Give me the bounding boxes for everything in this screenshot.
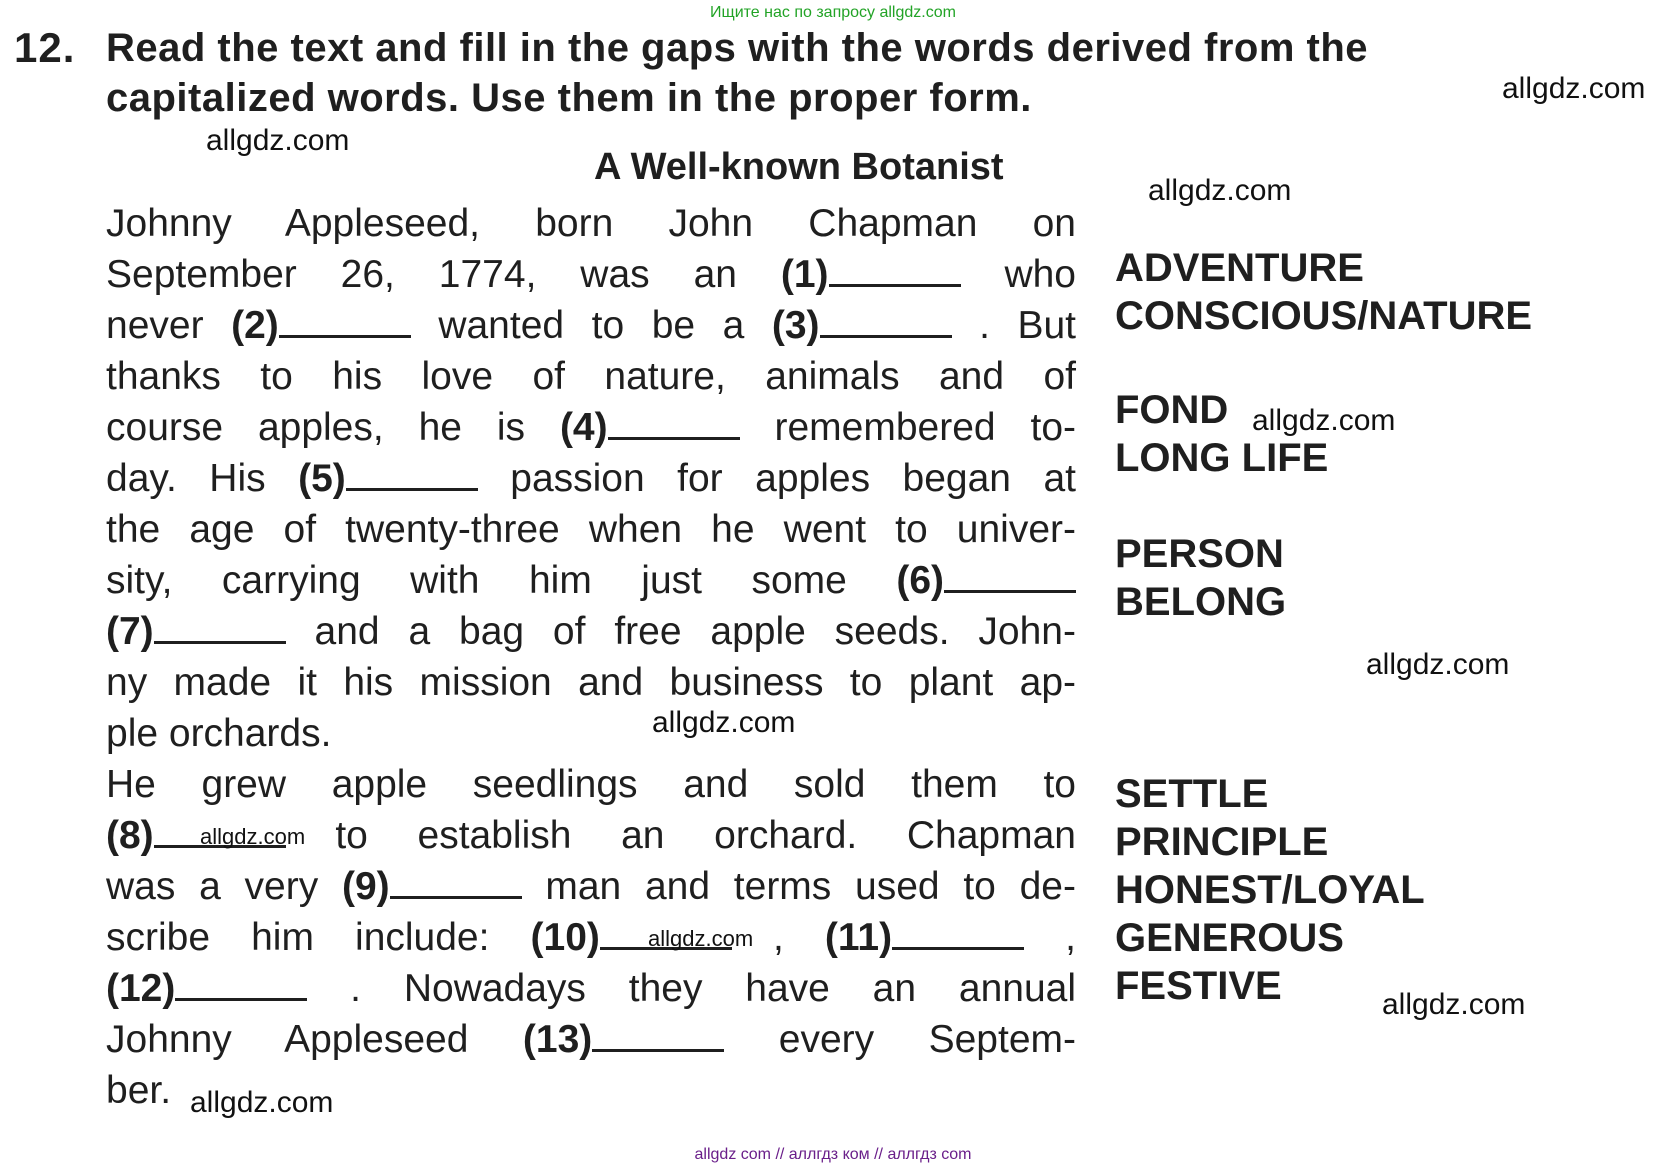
keyword-settle: SETTLE <box>1115 772 1269 816</box>
keyword-person: PERSON <box>1115 532 1284 576</box>
story-line <box>106 404 1076 452</box>
keyword-festive: FESTIVE <box>1115 964 1282 1008</box>
story-text-segment: to establish an orchard. Chapman <box>285 814 1076 857</box>
keyword-honest-loyal: HONEST/LOYAL <box>1115 868 1425 912</box>
keyword-adventure: ADVENTURE <box>1115 246 1364 290</box>
story-text-segment: day. His <box>106 457 299 500</box>
story-line <box>106 710 1076 758</box>
story-text-segment: thanks to his love of nature, animals and of <box>106 355 1076 398</box>
story-text-segment: ber. <box>106 1069 172 1112</box>
story-text-segment: and a bag of free apple seeds. John- <box>285 610 1076 653</box>
instruction-line-1: Read the text and fill in the gaps with the words derived from the <box>106 26 1369 70</box>
watermark: allgdz.com <box>206 124 350 157</box>
watermark: allgdz.com <box>1382 988 1526 1021</box>
gap-number: (5) <box>298 457 346 500</box>
story-text-segment: was a very <box>106 865 342 908</box>
story-text-segment: He grew apple seedlings and sold them to <box>106 763 1076 806</box>
story-text-segment: passion for apples began at <box>477 457 1076 500</box>
keyword-conscious-nature: CONSCIOUS/NATURE <box>1115 294 1533 338</box>
keyword-fond: FOND <box>1115 388 1229 432</box>
story-line <box>106 914 1076 962</box>
story-text-segment: wanted to be a <box>410 304 772 347</box>
story-text-segment: scribe him include: <box>106 916 531 959</box>
gap-number: (1) <box>780 253 829 296</box>
story-text-segment: Johnny Appleseed, born John Chapman on <box>106 202 1076 245</box>
keyword-belong: BELONG <box>1115 580 1287 624</box>
story-title: A Well-known Botanist <box>594 146 1004 188</box>
keyword-principle: PRINCIPLE <box>1115 820 1329 864</box>
story-text-segment: . But <box>951 304 1076 347</box>
story-line <box>106 455 1076 503</box>
story-text-segment: Johnny Appleseed <box>106 1018 523 1061</box>
top-banner: Ищите нас по запросу allgdz.com <box>710 4 956 21</box>
story-text-segment: remembered to- <box>739 406 1076 449</box>
story-line <box>106 506 1076 554</box>
gap-blank[interactable] <box>279 305 411 338</box>
gap-blank[interactable] <box>820 305 952 338</box>
watermark: allgdz.com <box>1252 404 1396 437</box>
story-line <box>106 863 1076 911</box>
gap-blank[interactable] <box>592 1019 724 1052</box>
gap-number: (3) <box>771 304 820 347</box>
story-text-segment: man and terms used to de- <box>521 865 1076 908</box>
story-line <box>106 608 1076 656</box>
gap-blank[interactable] <box>944 560 1076 593</box>
story-text-segment: , <box>1024 916 1077 959</box>
watermark: allgdz.com <box>648 926 754 951</box>
gap-number: (8) <box>106 814 154 857</box>
watermark: allgdz.com <box>1366 648 1510 681</box>
story-text-segment: sity, carrying with him just some <box>106 559 897 602</box>
watermark: allgdz.com <box>200 824 306 849</box>
gap-blank[interactable] <box>390 866 522 899</box>
story-line <box>106 353 1076 401</box>
keyword-long-life: LONG LIFE <box>1115 436 1329 480</box>
story-text-segment: never <box>106 304 232 347</box>
story-line <box>106 200 1076 248</box>
gap-number: (12) <box>106 967 176 1010</box>
gap-blank[interactable] <box>154 611 286 644</box>
watermark: allgdz.com <box>190 1086 334 1119</box>
watermark: allgdz.com <box>652 706 796 739</box>
keyword-generous: GENEROUS <box>1115 916 1344 960</box>
story-text-segment: ny made it his mission and business to plant ap- <box>106 661 1076 704</box>
story-line <box>106 965 1076 1013</box>
story-text-segment: ple orchards. <box>106 712 332 755</box>
gap-number: (11) <box>824 916 893 959</box>
story-line <box>106 557 1076 605</box>
gap-number: (7) <box>106 610 154 653</box>
story-line <box>106 1016 1076 1064</box>
gap-number: (13) <box>522 1018 593 1061</box>
story-text-segment: , <box>731 916 825 959</box>
gap-blank[interactable] <box>829 254 961 287</box>
gap-number: (6) <box>896 559 944 602</box>
story-text-segment: course apples, he is <box>106 406 560 449</box>
story-text-segment: September 26, 1774, was an <box>106 253 781 296</box>
gap-blank[interactable] <box>892 917 1024 950</box>
story-text-segment: . Nowadays they have an annual <box>307 967 1076 1010</box>
story-text-segment: the age of twenty-three when he went to univer- <box>106 508 1076 551</box>
watermark: allgdz.com <box>1502 72 1646 105</box>
gap-number: (10) <box>530 916 600 959</box>
gap-number: (4) <box>559 406 608 449</box>
exercise-number: 12. <box>14 24 76 71</box>
story-text-segment: who <box>960 253 1076 296</box>
gap-blank[interactable] <box>175 968 307 1001</box>
gap-blank[interactable] <box>608 407 740 440</box>
gap-blank[interactable] <box>346 458 478 491</box>
story-line <box>106 659 1076 707</box>
bottom-banner: allgdz com // аллгдз ком // аллгдз com <box>694 1146 972 1163</box>
gap-number: (2) <box>231 304 279 347</box>
story-line <box>106 251 1076 299</box>
story-text-segment: every Septem- <box>724 1018 1076 1061</box>
instruction-line-2: capitalized words. Use them in the proper form. <box>106 76 1032 120</box>
story-line <box>106 761 1076 809</box>
watermark: allgdz.com <box>1148 174 1292 207</box>
gap-number: (9) <box>341 865 390 908</box>
story-line <box>106 302 1076 350</box>
